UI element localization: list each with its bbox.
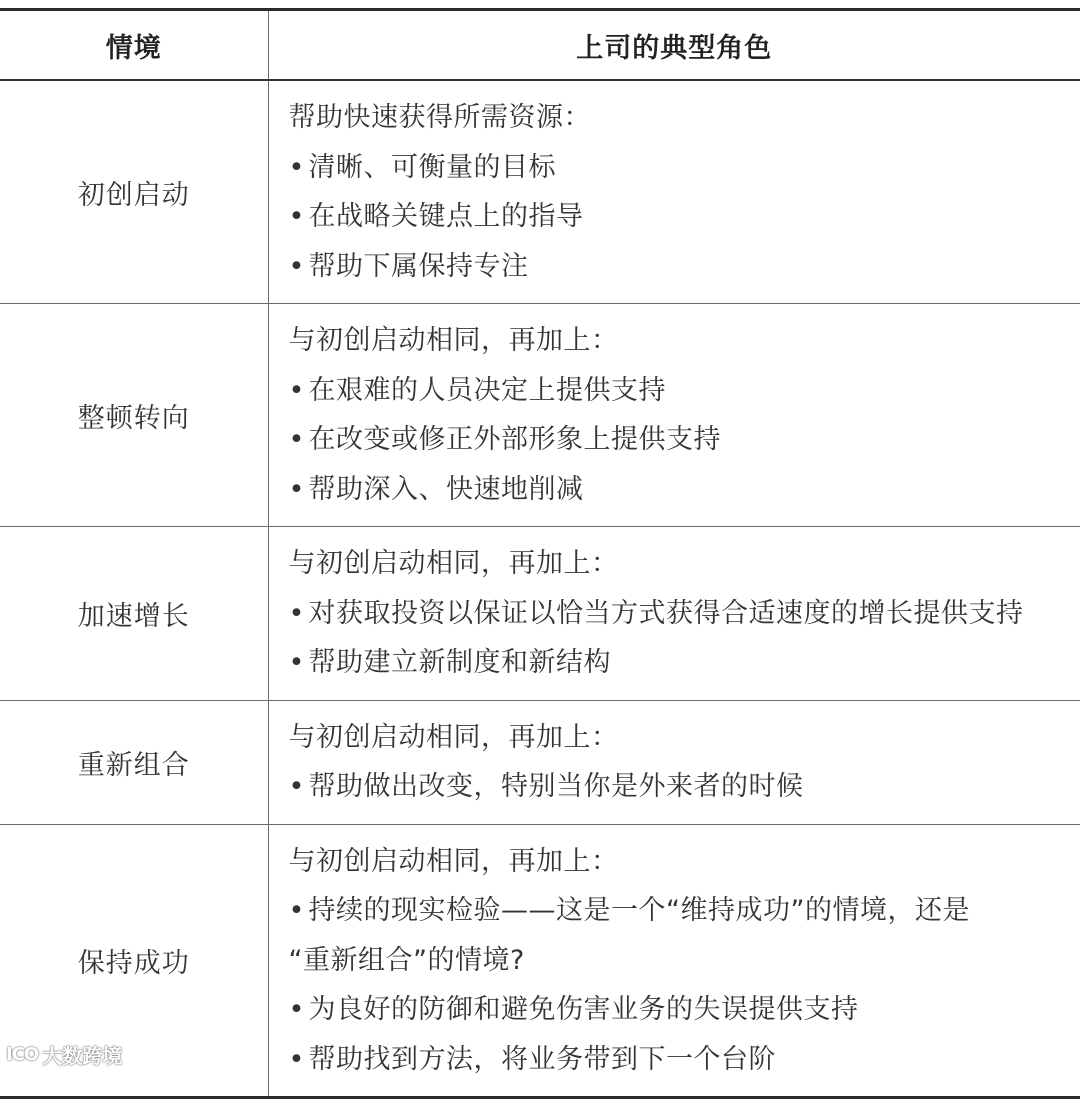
- bullet-icon: •: [289, 1035, 309, 1085]
- roles-cell: [268, 527, 1080, 701]
- bullet-icon: •: [289, 415, 309, 465]
- role-text: “重新组合”的情境?: [289, 945, 525, 976]
- situation-cell: 保持成功: [0, 824, 268, 1098]
- roles-cell: [268, 824, 1080, 1098]
- bullet-icon: •: [289, 589, 309, 639]
- bullet-icon: •: [289, 985, 309, 1035]
- table-row: [0, 824, 1080, 1098]
- role-text: 帮助深入、快速地削减: [309, 474, 584, 505]
- role-list-item: [289, 638, 1080, 688]
- role-list-item: [289, 936, 1080, 986]
- role-list-item: [289, 242, 1080, 292]
- bullet-icon: •: [289, 762, 309, 812]
- roles-intro: 帮助快速获得所需资源：: [289, 93, 1080, 143]
- role-list-item: [289, 886, 1080, 936]
- header-boss-role: 上司的典型角色: [268, 10, 1080, 81]
- table-row: [0, 700, 1080, 824]
- role-list-item: [289, 192, 1080, 242]
- bullet-icon: •: [289, 143, 309, 193]
- roles-intro: 与初创启动相同，再加上：: [289, 539, 1080, 589]
- watermark: [6, 1040, 122, 1069]
- bullet-icon: •: [289, 638, 309, 688]
- role-text: 在战略关键点上的指导: [309, 201, 584, 232]
- roles-cell: [268, 700, 1080, 824]
- role-text: 帮助下属保持专注: [309, 251, 529, 282]
- bullet-icon: •: [289, 366, 309, 416]
- role-text: 为良好的防御和避免伤害业务的失误提供支持: [309, 994, 859, 1025]
- table-row: [0, 527, 1080, 701]
- role-text: 对获取投资以保证以恰当方式获得合适速度的增长提供支持: [309, 598, 1024, 629]
- role-list-item: [289, 415, 1080, 465]
- table-row: [0, 80, 1080, 304]
- role-text: 清晰、可衡量的目标: [309, 152, 557, 183]
- role-text: 帮助找到方法，将业务带到下一个台阶: [309, 1044, 777, 1075]
- watermark-text: 大数跨境: [42, 1040, 122, 1069]
- role-list-item: [289, 589, 1080, 639]
- situation-cell: 加速增长: [0, 527, 268, 701]
- role-list-item: [289, 143, 1080, 193]
- roles-intro: 与初创启动相同，再加上：: [289, 713, 1080, 763]
- bullet-icon: •: [289, 465, 309, 515]
- header-row: [0, 10, 1080, 81]
- role-text: 持续的现实检验——这是一个“维持成功”的情境，还是: [309, 895, 970, 926]
- roles-table: [0, 8, 1080, 1099]
- bullet-icon: •: [289, 242, 309, 292]
- role-list-item: [289, 985, 1080, 1035]
- role-list-item: [289, 762, 1080, 812]
- header-situation: 情境: [0, 10, 268, 81]
- role-text: 在改变或修正外部形象上提供支持: [309, 424, 722, 455]
- situation-cell: 初创启动: [0, 80, 268, 304]
- bullet-icon: •: [289, 192, 309, 242]
- role-list-item: [289, 366, 1080, 416]
- roles-cell: [268, 80, 1080, 304]
- watermark-logo-icon: ICO: [6, 1044, 38, 1065]
- table-row: [0, 304, 1080, 527]
- situation-cell: 重新组合: [0, 700, 268, 824]
- role-text: 帮助建立新制度和新结构: [309, 647, 612, 678]
- role-list-item: [289, 465, 1080, 515]
- situation-cell: 整顿转向: [0, 304, 268, 527]
- role-text: 在艰难的人员决定上提供支持: [309, 375, 667, 406]
- bullet-icon: •: [289, 886, 309, 936]
- role-text: 帮助做出改变，特别当你是外来者的时候: [309, 771, 804, 802]
- roles-cell: [268, 304, 1080, 527]
- roles-intro: 与初创启动相同，再加上：: [289, 837, 1080, 887]
- roles-intro: 与初创启动相同，再加上：: [289, 316, 1080, 366]
